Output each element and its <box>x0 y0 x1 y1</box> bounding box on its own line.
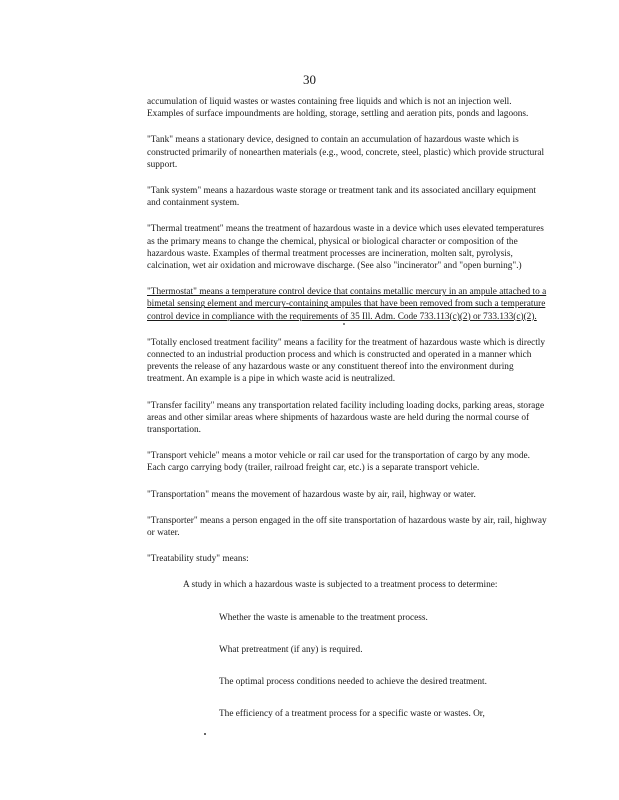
definition-totally-enclosed-treatment-facility: "Totally enclosed treatment facility" means a facility for the treatment of hazardous waste which is directly connected to an industrial production process and which is constructed and operated in a manner which prevents the release of any hazardous waste or any constituent thereof into the environment during treatment. An example is a pipe in which waste acid is neutralized. <box>147 337 546 385</box>
treatability-item-efficiency: The efficiency of a treatment process for a specific waste or wastes. Or, <box>219 709 485 720</box>
definition-transportation: "Transportation" means the movement of hazardous waste by air, rail, highway or water. <box>147 489 476 500</box>
definition-thermostat: "Thermostat" means a temperature control device that contains metallic mercury in an ampule attached to a bimetal sensing element and mercury-containing ampules that have been removed from such a temperature control device in compliance with the requirements of 35 Ill. Adm. Code 733.113(c)(2) or 733.133(c)(2). <box>147 287 547 322</box>
scan-speck <box>343 323 345 325</box>
treatability-item-optimal-conditions: The optimal process conditions needed to achieve the desired treatment. <box>219 677 487 688</box>
definition-transport-vehicle: "Transport vehicle" means a motor vehicle or rail car used for the transportation of cargo by any mode. Each cargo carrying body (trailer, railroad freight car, etc.) is a separate transport vehicle. <box>147 451 530 474</box>
paragraph-surface-impoundment-cont: accumulation of liquid wastes or wastes containing free liquids and which is not an injection well. Examples of surface impoundments are holding, storage, settling and aeration pits, ponds and lagoons. <box>147 97 529 120</box>
scan-speck <box>204 733 206 735</box>
definition-tank: "Tank" means a stationary device, designed to contain an accumulation of hazardous waste which is constructed primarily of nonearthen materials (e.g., wood, concrete, steel, plastic) which provide structural support. <box>147 135 545 170</box>
definition-treatability-study: "Treatability study" means: <box>147 554 249 565</box>
document-body <box>147 96 549 741</box>
definition-transfer-facility: "Transfer facility" means any transportation related facility including loading docks, parking areas, storage areas and other similar areas where shipments of hazardous waste are held during the normal course of transportation. <box>147 400 545 436</box>
treatability-study-intro: A study in which a hazardous waste is subjected to a treatment process to determine: <box>183 580 498 591</box>
definition-thermal-treatment: "Thermal treatment" means the treatment of hazardous waste in a device which uses elevated temperatures as the primary means to change the chemical, physical or biological character or composition of the hazardous waste. Examples of thermal treatment processes are incineration, molten salt, pyrolysis, calcination, wet air oxidation and microwave discharge. (See also "incinerator" and "open burning".) <box>147 224 544 272</box>
treatability-item-pretreatment: What pretreatment (if any) is required. <box>219 644 363 655</box>
definition-transporter: "Transporter" means a person engaged in the off site transportation of hazardous waste by air, rail, highway or water. <box>147 515 547 539</box>
definition-tank-system: "Tank system" means a hazardous waste storage or treatment tank and its associated ancillary equipment and containment system. <box>147 186 537 209</box>
page-number: 30 <box>303 72 316 87</box>
treatability-item-amenable: Whether the waste is amenable to the treatment process. <box>219 612 428 623</box>
